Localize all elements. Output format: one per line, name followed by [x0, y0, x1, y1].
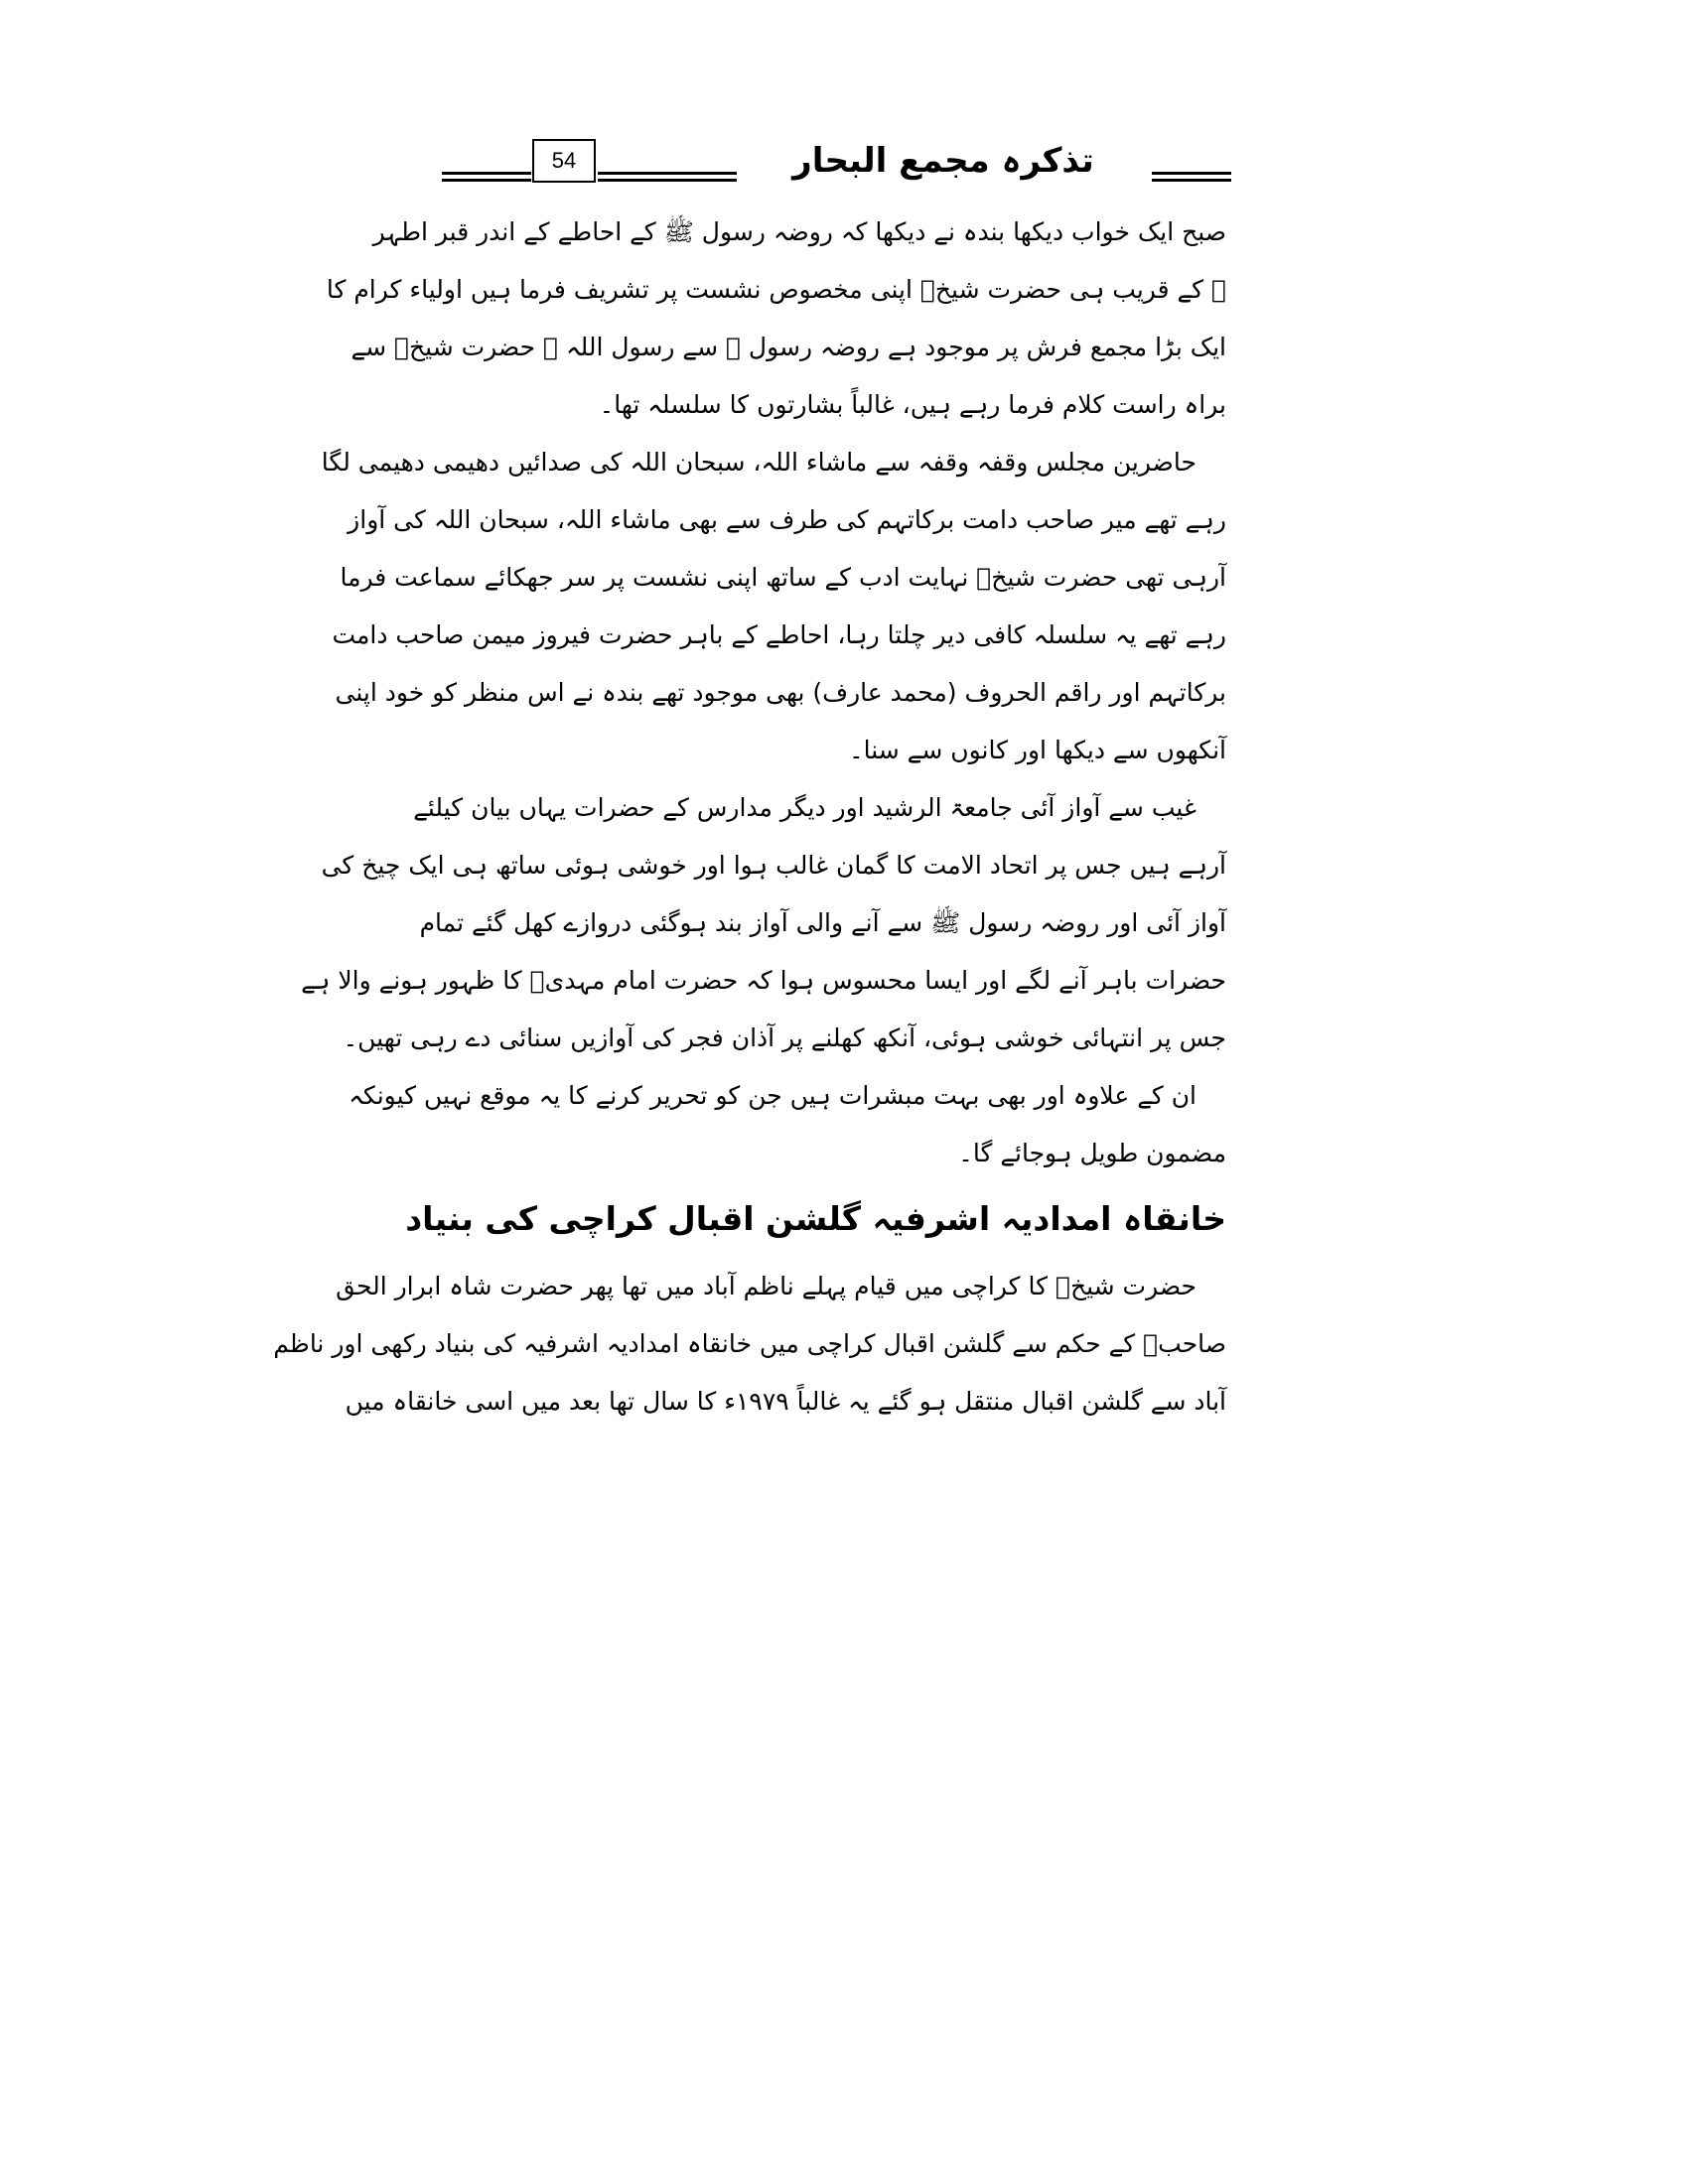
- text-line: حضرت شیخؒ کا کراچی میں قیام پہلے ناظم آباد میں تھا پھر حضرت شاہ ابرار الحق: [336, 1272, 1196, 1300]
- text-line: آرہے ہیں جس پر اتحاد الامت کا گمان غالب ہوا اور خوشی ہوئی ساتھ ہی ایک چیخ کی: [321, 851, 1226, 880]
- text-line: حضرات باہر آنے لگے اور ایسا محسوس ہوا کہ حضرت امام مہدیؑ کا ظہور ہونے والا ہے: [301, 966, 1226, 995]
- page-number: 54: [551, 148, 577, 173]
- page-body: [273, 204, 1226, 1431]
- text-line: برکاتہم اور راقم الحروف (محمد عارف) بھی موجود تھے بندہ نے اس منظر کو خود اپنی: [335, 678, 1226, 707]
- text-line: غیب سے آواز آئی جامعۃ الرشید اور دیگر مدارس کے حضرات یہاں بیان کیلئے: [413, 793, 1196, 822]
- page-header: [437, 139, 1231, 199]
- text-line: آرہی تھی حضرت شیخؒ نہایت ادب کے ساتھ اپنی نشست پر سر جھکائے سماعت فرما: [340, 563, 1226, 592]
- text-line: آنکھوں سے دیکھا اور کانوں سے سنا۔: [848, 736, 1226, 764]
- section-heading: خانقاہ امدادیہ اشرفیہ گلشن اقبال کراچی کی بنیاد: [405, 1199, 1226, 1238]
- text-line: رہے تھے یہ سلسلہ کافی دیر چلتا رہا، احاطے کے باہر حضرت فیروز میمن صاحب دامت: [332, 620, 1226, 649]
- text-line: ﷺ کے قریب ہی حضرت شیخؒ اپنی مخصوص نشست پر تشریف فرما ہیں اولیاء کرام کا: [326, 275, 1226, 304]
- text-line: رہے تھے میر صاحب دامت برکاتہم کی طرف سے بھی ماشاء اللہ، سبحان اللہ کی آواز: [348, 505, 1226, 534]
- text-line: صبح ایک خواب دیکھا بندہ نے دیکھا کہ روضہ رسول ﷺ کے احاطے کے اندر قبر اطہر: [372, 217, 1226, 246]
- text-line: ان کے علاوہ اور بھی بہت مبشرات ہیں جن کو تحریر کرنے کا یہ موقع نہیں کیونکہ: [349, 1081, 1196, 1110]
- text-line: ایک بڑا مجمع فرش پر موجود ہے روضہ رسول ﷺ سے رسول اللہ ﷺ حضرت شیخؒ سے: [351, 333, 1226, 361]
- header-rule-middle: [598, 172, 737, 182]
- running-title: تذکرہ مجمع البحار: [792, 141, 1094, 181]
- page-number-box: [532, 139, 596, 183]
- text-line: حاضرین مجلس وقفہ وقفہ سے ماشاء اللہ، سبحان اللہ کی صدائیں دھیمی دھیمی لگا: [321, 448, 1196, 477]
- text-line: صاحبؒ کے حکم سے گلشن اقبال کراچی میں خانقاہ امدادیہ اشرفیہ کی بنیاد رکھی اور ناظم: [273, 1329, 1226, 1358]
- header-rule-left: [442, 172, 531, 182]
- text-line: مضمون طویل ہوجائے گا۔: [958, 1139, 1226, 1167]
- text-line: براہ راست کلام فرما رہے ہیں، غالباً بشارتوں کا سلسلہ تھا۔: [599, 390, 1226, 419]
- text-line: آباد سے گلشن اقبال منتقل ہو گئے یہ غالباً ۱۹۷۹ء کا سال تھا بعد میں اسی خانقاہ میں: [345, 1387, 1226, 1416]
- text-line: آواز آئی اور روضہ رسول ﷺ سے آنے والی آواز بند ہوگئی دروازے کھل گئے تمام: [419, 908, 1226, 937]
- text-line: جس پر انتہائی خوشی ہوئی، آنکھ کھلنے پر آذان فجر کی آوازیں سنائی دے رہی تھیں۔: [343, 1024, 1226, 1052]
- header-rule-right: [1152, 172, 1231, 182]
